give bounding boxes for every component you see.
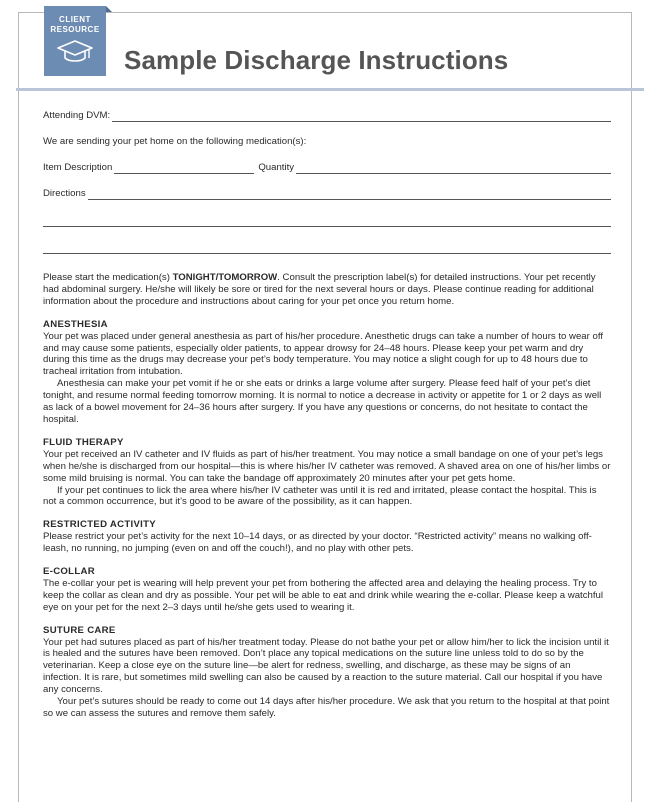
item-description-label: Item Description	[43, 162, 113, 174]
attending-dvm-field[interactable]	[43, 110, 611, 122]
attending-dvm-label: Attending DVM:	[43, 110, 111, 122]
suture-care-paragraph-1: Your pet had sutures placed as part of his/her treatment today. Please do not bathe your pet or allow him/her to lick the incision until it is healed and the sutures have been removed. Don’t place any topical medications on the suture line unless told to do so by the veterinarian. Keep a close eye on the suture line—be alert for redness, swelling, and discharge, as these may be signs of an infection. It is rare, but sometimes mild swelling can also be caused by a reaction to the suture material. Call our hospital if you have any concerns.	[43, 636, 609, 696]
document-body	[43, 110, 611, 720]
section-heading-fluid-therapy: FLUID THERAPY	[43, 436, 124, 448]
directions-blank-line-2[interactable]	[43, 214, 611, 227]
section-heading-suture-care: SUTURE CARE	[43, 624, 116, 636]
intro-paragraph: Please start the medication(s) TONIGHT/TOMORROW. Consult the prescription label(s) for detailed instructions. Your pet recently had abdominal surgery. He/she will likely be sore or tired for the next several hours or days. Please continue reading for additional information about the procedure and instructions about caring for your pet once you return home.	[43, 272, 596, 307]
medication-label: We are sending your pet home on the following medication(s):	[43, 136, 307, 148]
item-description-blank[interactable]	[114, 164, 254, 174]
section-heading-restricted-activity: RESTRICTED ACTIVITY	[43, 519, 157, 531]
attending-dvm-blank[interactable]	[112, 112, 611, 122]
quantity-label: Quantity	[258, 162, 295, 174]
fluid-therapy-paragraph-2: If your pet continues to lick the area where his/her IV catheter was until it is red and irritated, please contact the hospital. This is not a common occurrence, but it’s good to be aware of the possibility, as it can happen.	[43, 484, 597, 508]
medication-intro-row	[43, 136, 611, 148]
client-resource-badge	[44, 6, 106, 76]
anesthesia-paragraph-1: Your pet was placed under general anesthesia as part of his/her procedure. Anesthetic drugs can take a number of hours to wear off and may cause some patients, especially older patients, to appear drowsy for 24–48 hours. Please keep your pet warm and dry during this time as the drugs may decrease your pet’s body temperature. You may notice a slight cough for up to 48 hours due to tracheal irritation from intubation.	[43, 330, 603, 378]
anesthesia-paragraph-2: Anesthesia can make your pet vomit if he or she eats or drinks a large volume after surgery. Please feed half of your pet’s diet tonight, and resume normal feeding tomorrow morning. It is normal to notice a decrease in activity or appetite for 1 or 2 days as well as lack of a bowel movement for 24–36 hours after surgery. If you have any questions or concerns, do not hesitate to contact the hospital.	[43, 378, 602, 425]
medication-timing: TONIGHT/TOMORROW	[172, 272, 278, 283]
e-collar-paragraph: The e-collar your pet is wearing will help prevent your pet from bothering the affected area and delaying the healing process. Try to keep the collar as clean and dry as possible. Your pet will be able to eat and drink while wearing the e-collar. Please keep a watchful eye on your pet for the next 2–3 days until he/she gets used to wearing it.	[43, 577, 603, 613]
item-quantity-row[interactable]	[43, 162, 611, 174]
directions-blank[interactable]	[88, 190, 611, 200]
graduation-cap-icon	[57, 39, 93, 65]
section-heading-anesthesia: ANESTHESIA	[43, 318, 108, 330]
suture-care-paragraph-2: Your pet’s sutures should be ready to come out 14 days after his/her procedure. We ask that you return to the hospital at that point so we can assess the sutures and remove them safely.	[43, 696, 610, 719]
badge-line-1: CLIENT	[59, 15, 91, 24]
quantity-blank[interactable]	[296, 164, 611, 174]
restricted-activity-paragraph: Please restrict your pet’s activity for the next 10–14 days, or as directed by your doctor. “Restricted activity” means no walking off-leash, no running, no jumping (even on and off the couch!), and no play with other pets.	[43, 531, 592, 555]
directions-label: Directions	[43, 188, 86, 200]
badge-line-2: RESOURCE	[50, 25, 100, 34]
page-title: Sample Discharge Instructions	[124, 45, 509, 75]
header-divider	[16, 88, 644, 91]
fluid-therapy-paragraph-1: Your pet received an IV catheter and IV fluids as part of his/her treatment. You may notice a small bandage on one of your pet’s legs when he/she is discharged from our hospital—this is where his/her IV catheter was removed. A shaved area on one of his/her limbs or some mild bruising is normal. You can take the bandage off approximately 20 minutes after your pet gets home.	[43, 448, 611, 484]
directions-field[interactable]	[43, 188, 611, 200]
section-heading-e-collar: E-COLLAR	[43, 566, 95, 578]
directions-blank-line-3[interactable]	[43, 241, 611, 254]
